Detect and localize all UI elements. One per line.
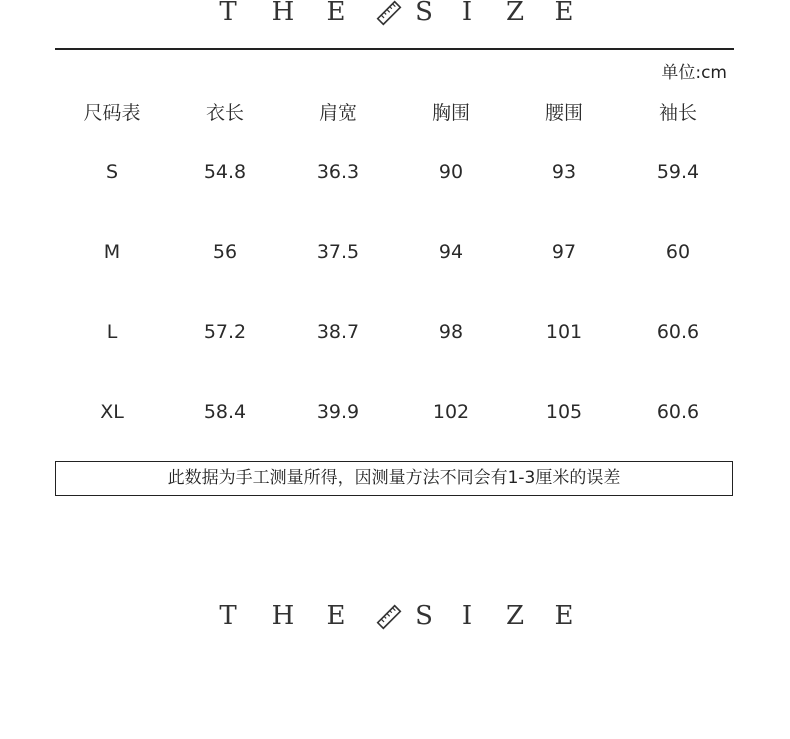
shoulder-cell: 38.7	[316, 321, 360, 343]
column-header-shoulder: 肩宽	[318, 102, 357, 124]
waist-cell: 97	[551, 241, 577, 263]
chest-cell: 98	[438, 321, 464, 343]
ruler-icon	[376, 0, 402, 26]
brand-letter: T	[219, 0, 237, 27]
brand-letter: E	[326, 601, 346, 631]
brand-letter: E	[326, 0, 346, 27]
shoulder-cell: 39.9	[316, 401, 360, 423]
column-header-waist: 腰围	[544, 102, 583, 124]
column-header-size-chart: 尺码表	[83, 102, 141, 124]
brand-letter: Z	[505, 0, 525, 27]
brand-letter: E	[554, 0, 574, 27]
size-cell: XL	[100, 401, 124, 423]
brand-letter: Z	[505, 601, 525, 631]
brand-letter: S	[415, 601, 433, 631]
length-cell: 58.4	[203, 401, 247, 423]
table-row	[0, 397, 790, 427]
size-cell: M	[103, 241, 121, 263]
sleeve-cell: 60.6	[656, 401, 700, 423]
sleeve-cell: 60	[665, 241, 691, 263]
chest-cell: 94	[438, 241, 464, 263]
sleeve-cell: 59.4	[656, 161, 700, 183]
unit-label: 单位:cm	[661, 63, 727, 83]
brand-letter: H	[271, 0, 295, 27]
measurement-note: 此数据为手工测量所得，因测量方法不同会有1-3厘米的误差	[55, 461, 733, 496]
length-cell: 57.2	[203, 321, 247, 343]
shoulder-cell: 37.5	[316, 241, 360, 263]
brand-letter: I	[461, 0, 473, 27]
brand-letter: H	[271, 601, 295, 631]
table-header-row	[0, 98, 790, 128]
brand-header-top	[0, 0, 790, 32]
chest-cell: 90	[438, 161, 464, 183]
waist-cell: 105	[545, 401, 583, 423]
brand-letter: E	[554, 601, 574, 631]
brand-letter: T	[219, 601, 237, 631]
chest-cell: 102	[432, 401, 470, 423]
waist-cell: 101	[545, 321, 583, 343]
size-cell: L	[106, 321, 118, 343]
ruler-icon	[376, 604, 402, 630]
brand-header-bottom	[0, 596, 790, 636]
column-header-sleeve: 袖长	[658, 102, 697, 124]
shoulder-cell: 36.3	[316, 161, 360, 183]
column-header-length: 衣长	[205, 102, 244, 124]
brand-letter: S	[415, 0, 433, 27]
brand-letter: I	[461, 601, 473, 631]
length-cell: 56	[212, 241, 238, 263]
column-header-chest: 胸围	[431, 102, 470, 124]
header-divider	[55, 48, 734, 50]
table-row	[0, 317, 790, 347]
length-cell: 54.8	[203, 161, 247, 183]
table-row	[0, 237, 790, 267]
table-row	[0, 157, 790, 187]
sleeve-cell: 60.6	[656, 321, 700, 343]
size-cell: S	[105, 161, 119, 183]
waist-cell: 93	[551, 161, 577, 183]
